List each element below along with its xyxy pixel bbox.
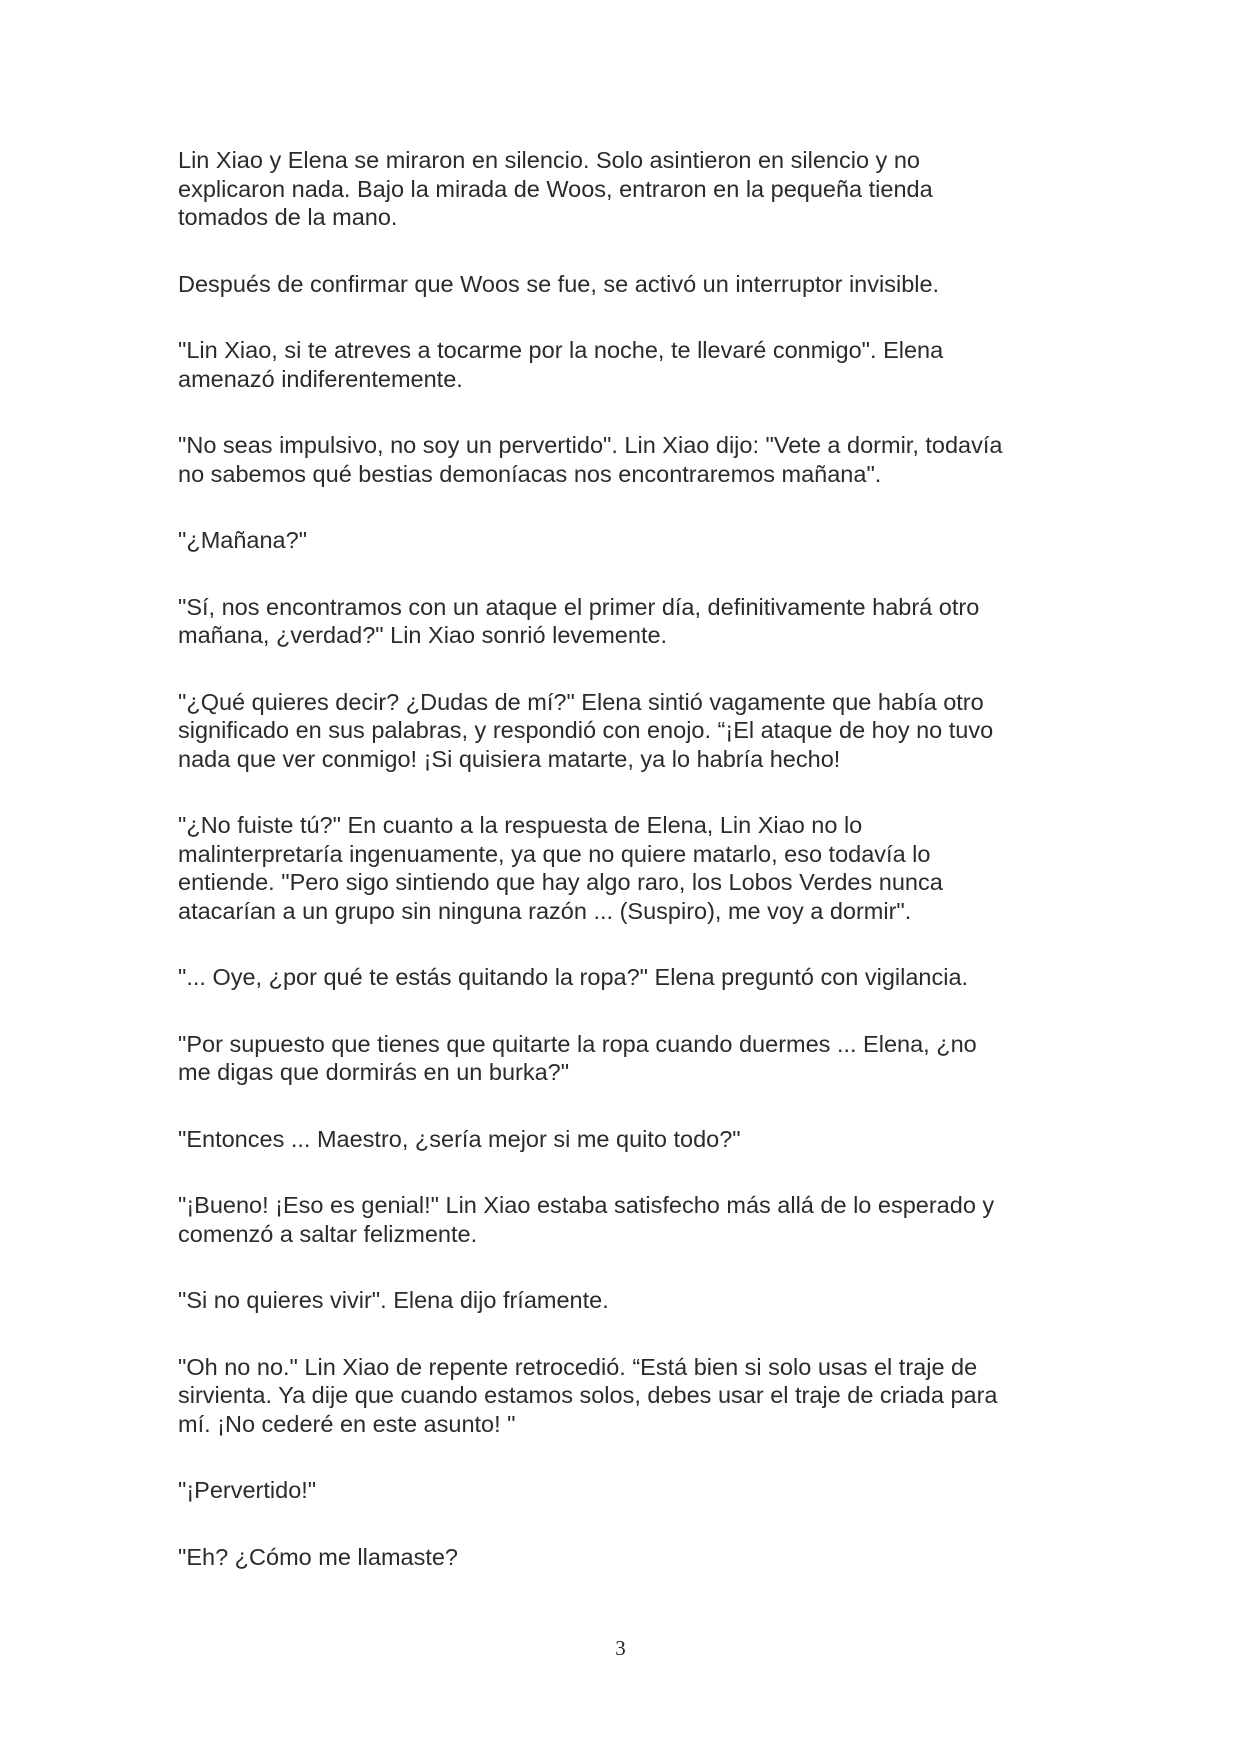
paragraph: "Sí, nos encontramos con un ataque el primer día, definitivamente habrá otro mañana, ¿verdad?" Lin Xiao sonrió levemente. bbox=[178, 593, 980, 648]
paragraph: "Lin Xiao, si te atreves a tocarme por la noche, te llevaré conmigo". Elena amenazó indiferentemente. bbox=[178, 337, 944, 392]
paragraph: Después de confirmar que Woos se fue, se activó un interruptor invisible. bbox=[178, 270, 940, 297]
paragraph: "Eh? ¿Cómo me llamaste? bbox=[178, 1543, 459, 1570]
paragraph: "¿Qué quieres decir? ¿Dudas de mí?" Elena sintió vagamente que había otro significado en sus palabras, y respondió con enojo. “¡El ataque de hoy no tuvo nada que ver conmigo! ¡Si quisiera matarte, ya lo habría hecho! bbox=[178, 688, 994, 772]
paragraph: Lin Xiao y Elena se miraron en silencio. Solo asintieron en silencio y no explicaron nada. Bajo la mirada de Woos, entraron en la pequeña tienda tomados de la mano. bbox=[178, 147, 933, 230]
paragraph: "... Oye, ¿por qué te estás quitando la ropa?" Elena preguntó con vigilancia. bbox=[178, 964, 969, 990]
document-body bbox=[178, 146, 1078, 1609]
paragraph: "No seas impulsivo, no soy un pervertido". Lin Xiao dijo: "Vete a dormir, todavía no sabemos qué bestias demoníacas nos encontraremos mañana". bbox=[178, 432, 1003, 487]
page-number: 3 bbox=[615, 1636, 626, 1660]
paragraph: "Por supuesto que tienes que quitarte la ropa cuando duermes ... Elena, ¿no me digas que dormirás en un burka?" bbox=[178, 1030, 977, 1085]
paragraph: "¡Pervertido!" bbox=[178, 1477, 317, 1503]
paragraph: "Entonces ... Maestro, ¿sería mejor si me quito todo?" bbox=[178, 1125, 741, 1152]
paragraph: "¿Mañana?" bbox=[178, 527, 308, 553]
paragraph: "¿No fuiste tú?" En cuanto a la respuesta de Elena, Lin Xiao no lo malinterpretaría ingenuamente, ya que no quiere matarlo, eso todavía lo entiende. "Pero sigo sintiendo que hay algo raro, los Lobos Verdes nunca atacarían a un grupo sin ninguna razón ... (Suspiro), me voy a dormir". bbox=[178, 812, 943, 924]
paragraph: "Si no quieres vivir". Elena dijo fríamente. bbox=[178, 1287, 609, 1313]
paragraph: "¡Bueno! ¡Eso es genial!" Lin Xiao estaba satisfecho más allá de lo esperado y comenzó a saltar felizmente. bbox=[178, 1192, 995, 1247]
paragraph: "Oh no no." Lin Xiao de repente retrocedió. “Está bien si solo usas el traje de sirvienta. Ya dije que cuando estamos solos, debes usar el traje de criada para mí. ¡No cederé en este asunto! " bbox=[178, 1353, 998, 1437]
